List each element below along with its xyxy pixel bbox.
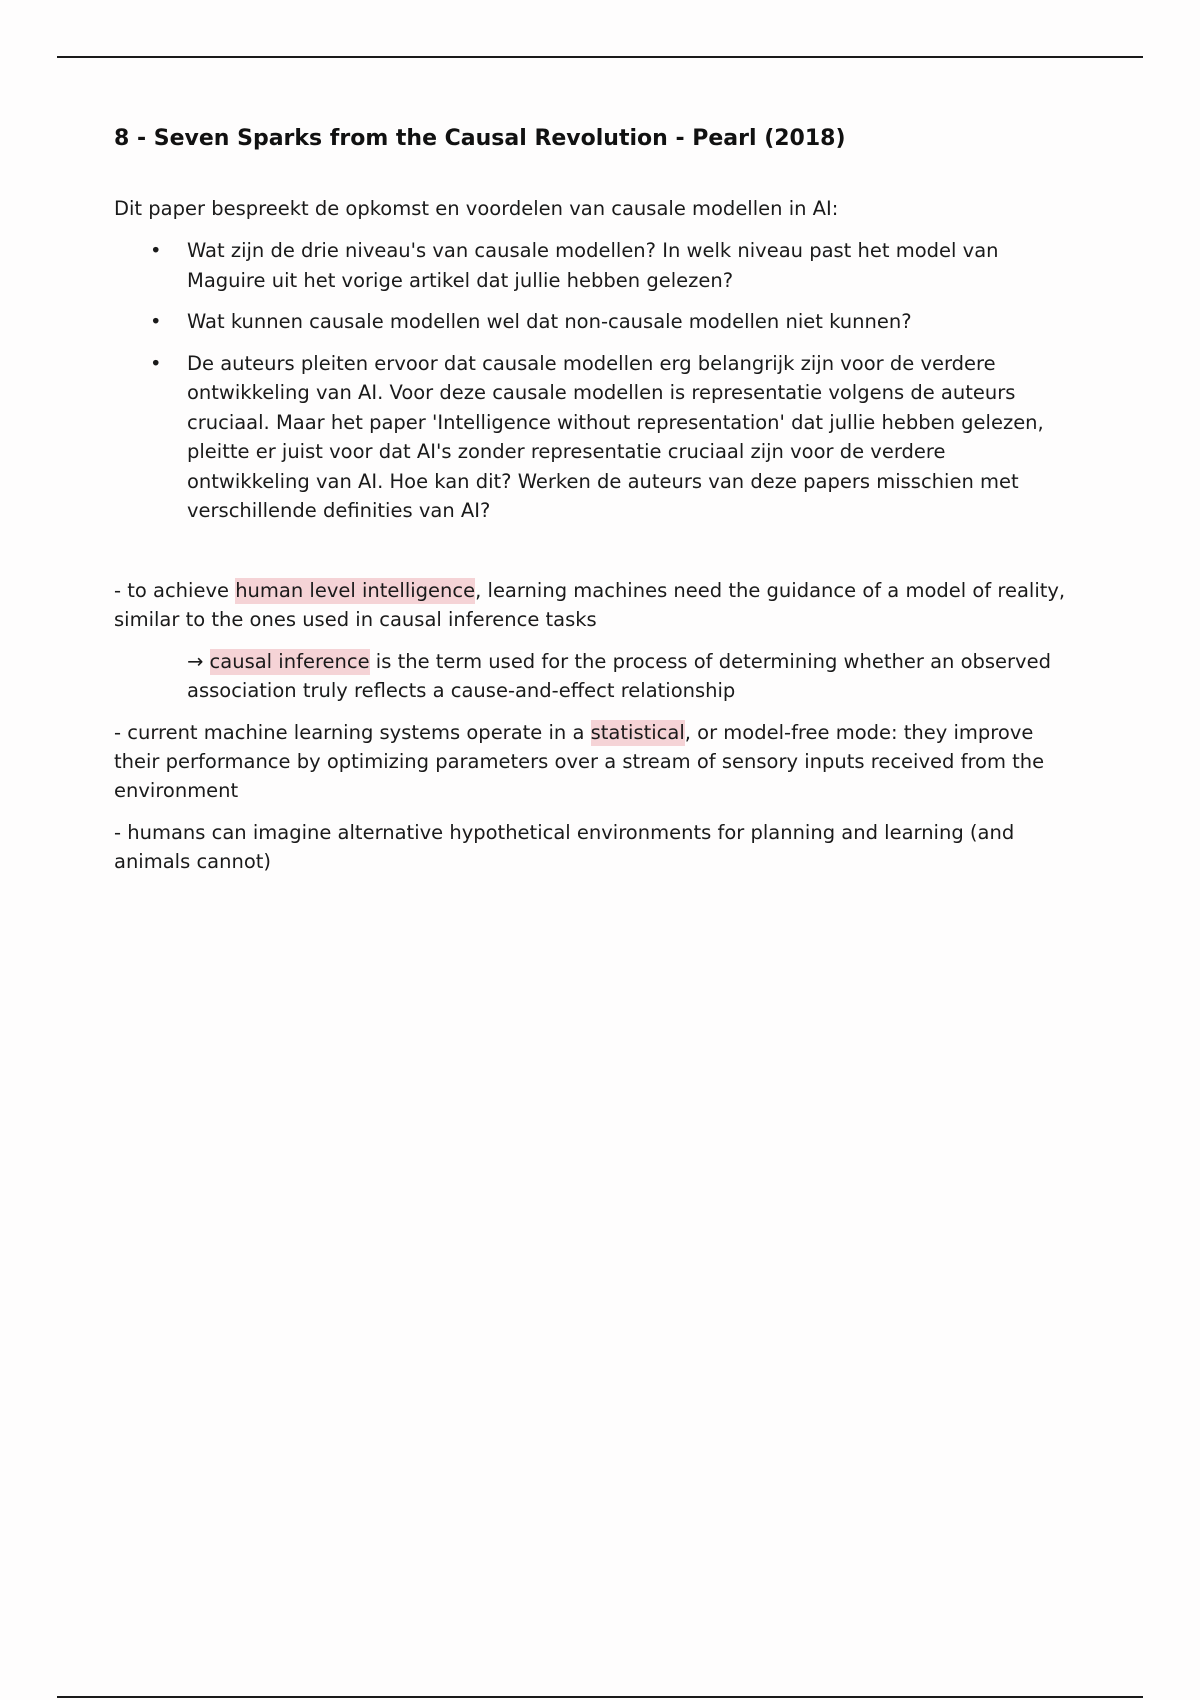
note-text: - current machine learning systems operate in a [114, 720, 591, 744]
list-item [150, 236, 1074, 295]
note-human-level-intelligence [114, 576, 1074, 634]
bullet-icon: • [150, 239, 162, 262]
note-text: → [187, 649, 210, 673]
note-text: , or model-free mode: they improve their performance by optimizing parameters over a stream of sensory inputs received from the environment [114, 720, 1045, 802]
list-item [150, 349, 1074, 526]
question-list [114, 236, 1074, 526]
notes-section [114, 576, 1074, 876]
highlighted-term: causal inference [209, 649, 370, 673]
page-title: 8 - Seven Sparks from the Causal Revolution - Pearl (2018) [114, 126, 846, 151]
question-text: De auteurs pleiten ervoor dat causale modellen erg belangrijk zijn voor de verdere ontwikkeling van AI. Voor deze causale modellen is representatie volgens de auteurs cruciaal. Maar het paper 'Intelligence without representation' dat jullie hebben gelezen, pleitte er juist voor dat AI's zonder representatie cruciaal zijn voor de verdere ontwikkeling van AI. Hoe kan dit? Werken de auteurs van deze papers misschien met verschillende definities van AI? [187, 351, 1044, 522]
question-text: Wat zijn de drie niveau's van causale modellen? In welk niveau past het model van Maguire uit het vorige artikel dat jullie hebben gelezen? [187, 239, 999, 292]
note-statistical-mode [114, 718, 1074, 805]
bottom-rule [57, 1696, 1143, 1698]
note-text: , learning machines need the guidance of a model of reality, similar to the ones used in causal inference tasks [114, 578, 1066, 631]
top-rule [57, 56, 1143, 58]
list-item [150, 307, 1074, 337]
document-body [114, 124, 1074, 889]
bullet-icon: • [150, 351, 162, 375]
bullet-icon: • [150, 310, 162, 333]
note-causal-inference [114, 647, 1074, 705]
intro-paragraph: Dit paper bespreekt de opkomst en voordelen van causale modellen in AI: [114, 197, 839, 220]
highlighted-term: human level intelligence [235, 578, 476, 602]
question-text: Wat kunnen causale modellen wel dat non-causale modellen niet kunnen? [187, 310, 912, 333]
highlighted-term: statistical [590, 720, 685, 744]
note-text: is the term used for the process of determining whether an observed association truly reflects a cause-and-effect relationship [187, 649, 1051, 702]
note-text: - to achieve [114, 578, 236, 602]
note-hypothetical-environments: - humans can imagine alternative hypothetical environments for planning and learning (and animals cannot) [114, 820, 1015, 873]
